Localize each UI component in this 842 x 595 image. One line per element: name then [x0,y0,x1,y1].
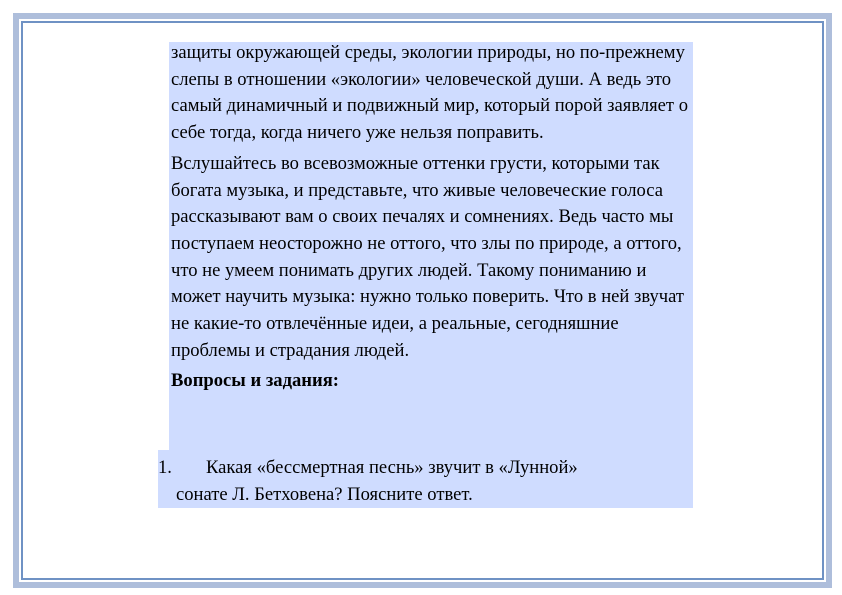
paragraph-1: защиты окружающей среды, экологии природы, но по-прежнему слепы в отношении «экологии» человеческой души. А ведь это самый динамичный и подвижный мир, который порой заявляет о себе тогда, когда ничего уже нельзя поправить. [171,42,689,144]
questions-heading: Вопросы и задания: [171,370,339,392]
question-text-line1: Какая «бессмертная песнь» звучит в «Лунной» [206,457,578,478]
paragraph-2: Вслушайтесь во всевозможные оттенки грусти, которыми так богата музыка, и представьте, что живые человеческие голоса рассказывают вам о своих печалях и сомнениях. Ведь часто мы поступаем неосторожно не оттого, что злы по природе, а оттого, что не умеем понимать других людей. Такому пониманию и может научить музыка: нужно только поверить. Что в ней звучат не какие-то отвлечённые идеи, а реальные, сегодняшние проблемы и страдания людей. [171,152,685,361]
question-item [158,455,693,508]
body-text [171,40,695,395]
question-number: 1. [158,457,172,478]
question-text-line2: сонате Л. Бетховена? Поясните ответ. [176,483,473,505]
